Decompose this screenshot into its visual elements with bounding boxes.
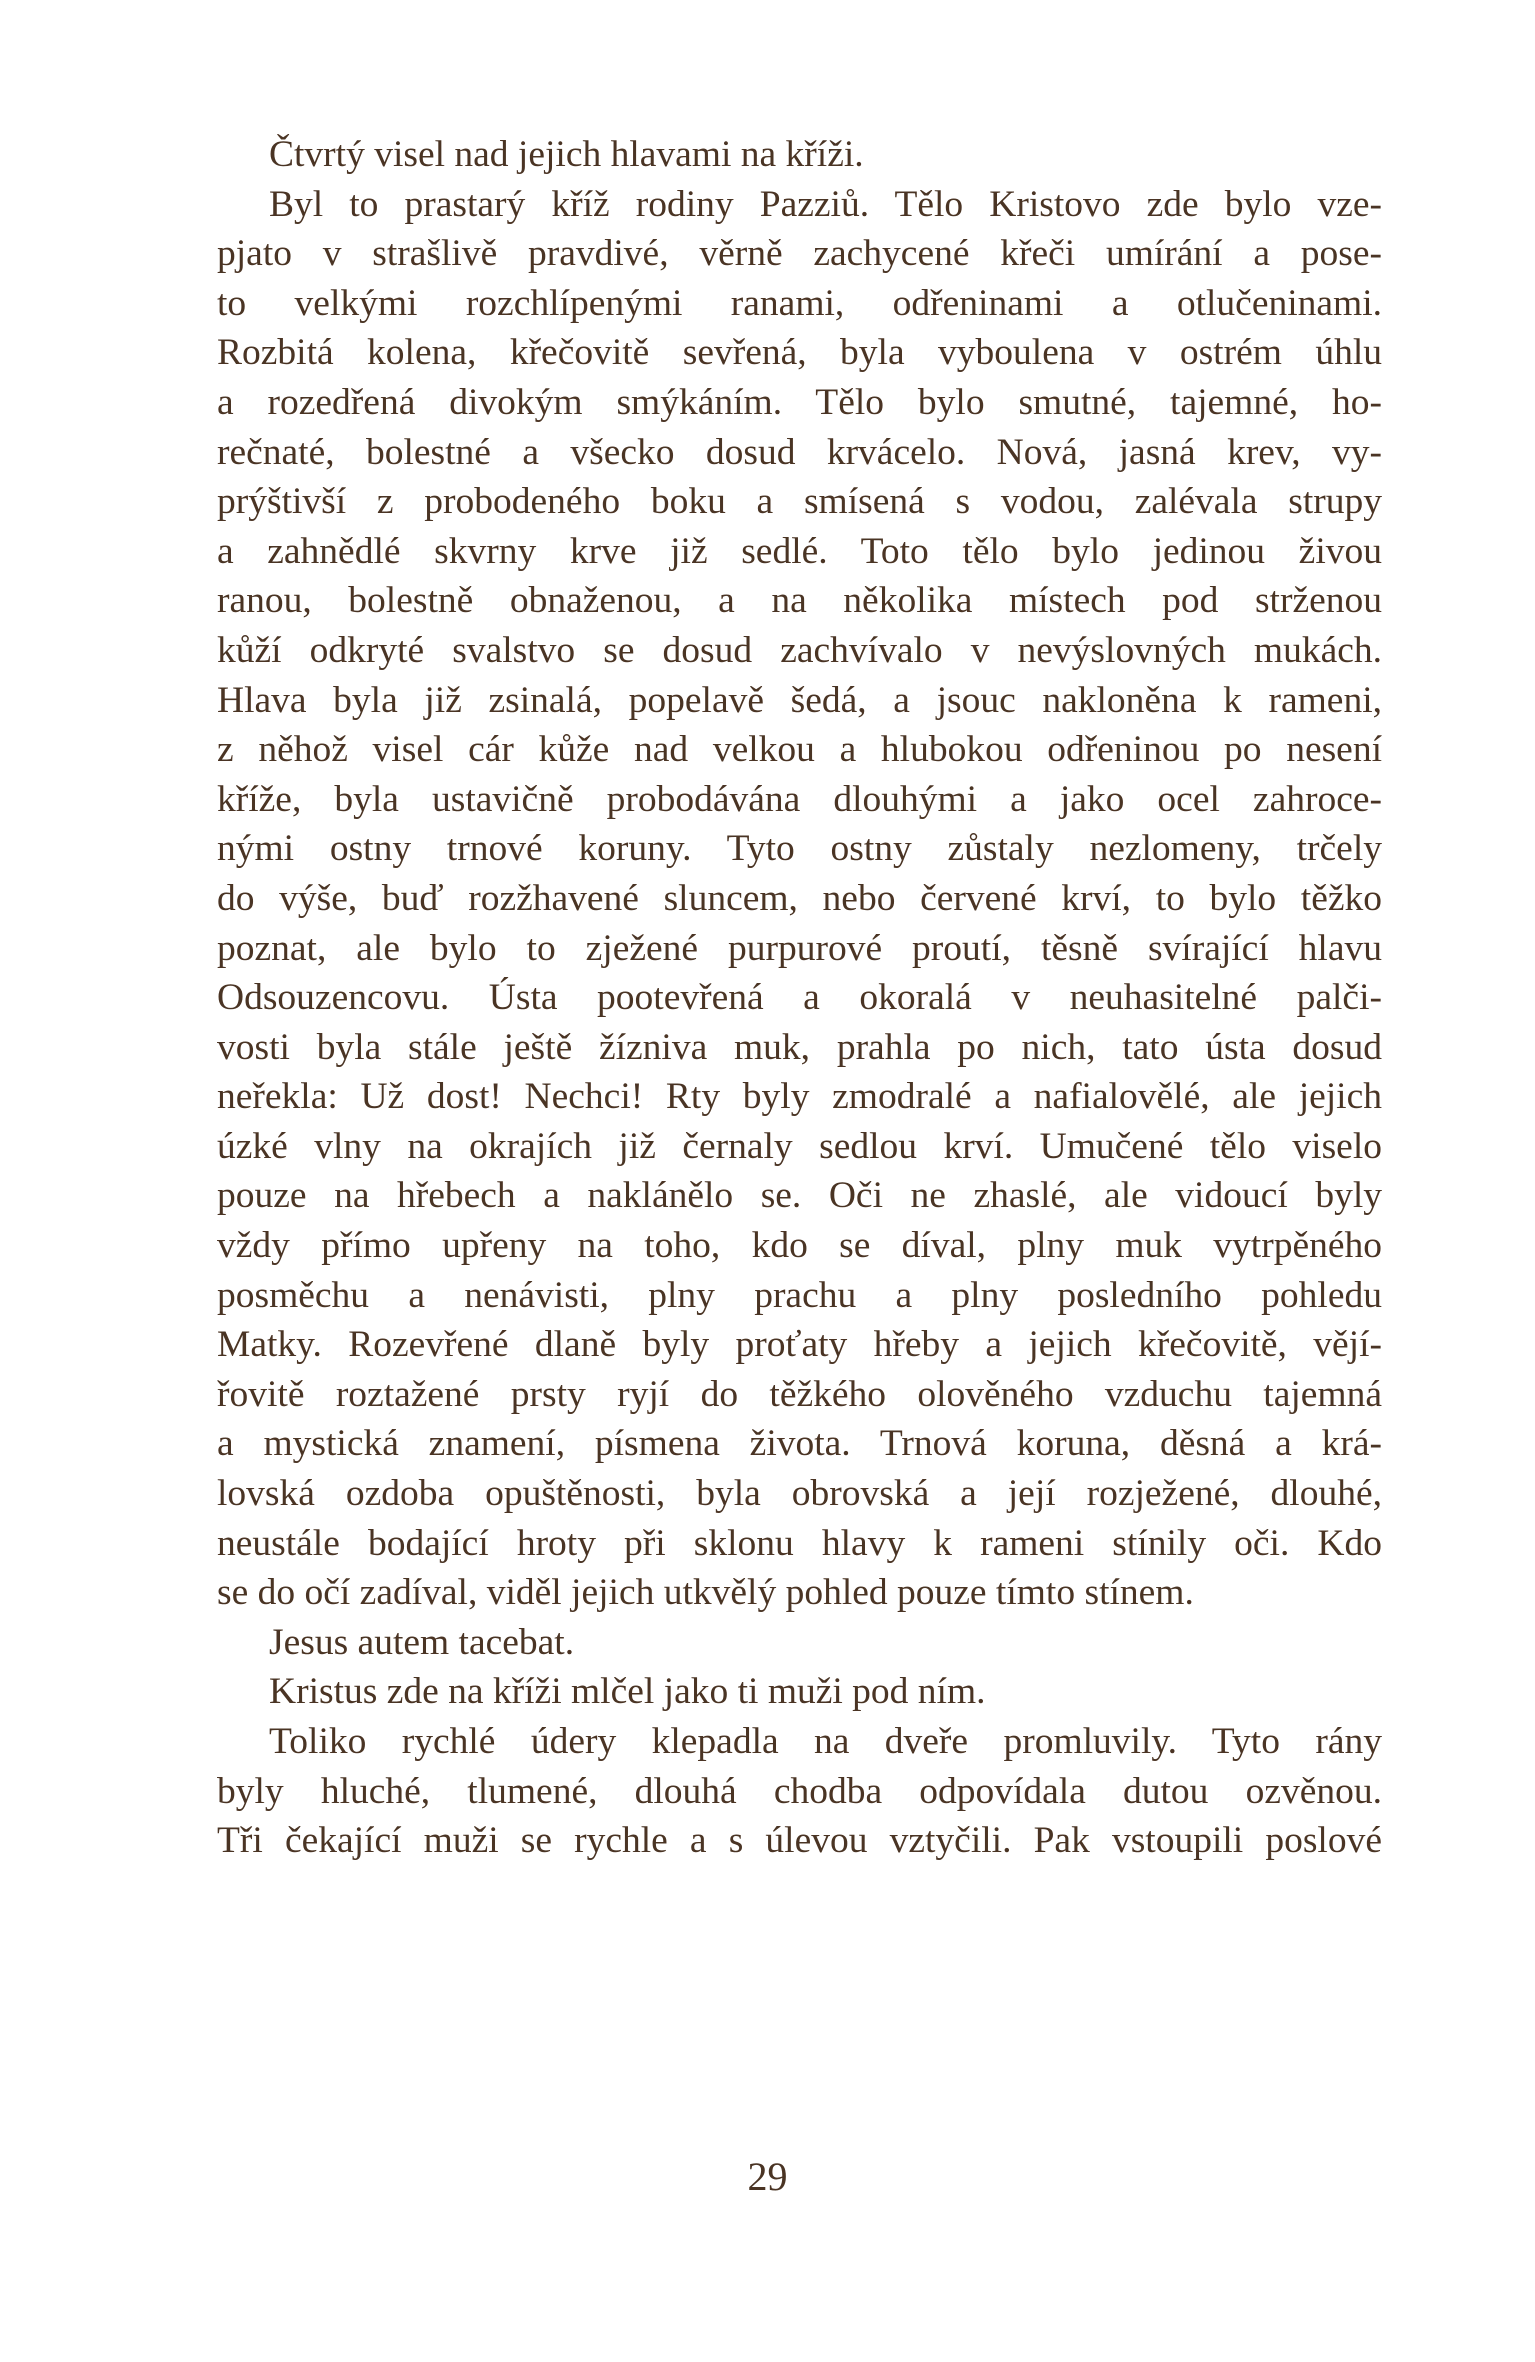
text-line: pouze na hřebech a naklánělo se. Oči ne zhaslé, ale vidoucí byly [217, 1175, 1382, 1217]
text-line: posměchu a nenávisti, plny prachu a plny posledního pohledu [217, 1274, 1382, 1316]
text-line: z něhož visel cár kůže nad velkou a hlubokou odřeninou po nesení [217, 729, 1382, 771]
text-line: Tři čekající muži se rychle a s úlevou vztyčili. Pak vstoupili poslové [217, 1820, 1382, 1862]
text-line: neustále bodající hroty při sklonu hlavy k rameni stínily oči. Kdo [217, 1522, 1382, 1564]
text-line: a mystická znamení, písmena života. Trnová koruna, děsná a krá- [217, 1423, 1382, 1465]
text-line: Odsouzencovu. Ústa pootevřená a okoralá v neuhasitelné palči- [217, 977, 1382, 1019]
text-line: úzké vlny na okrajích již černaly sedlou krví. Umučené tělo viselo [217, 1125, 1382, 1167]
text-line: byly hluché, tlumené, dlouhá chodba odpovídala dutou ozvěnou. [217, 1770, 1382, 1812]
text-line: Čtvrtý visel nad jejich hlavami na kříži. [269, 134, 864, 175]
text-line: do výše, buď rozžhavené sluncem, nebo červené krví, to bylo těžko [217, 877, 1382, 919]
text-line: prýštivší z probodeného boku a smísená s vodou, zalévala strupy [217, 481, 1382, 523]
text-line: Jesus autem tacebat. [269, 1621, 575, 1663]
text-line: lovská ozdoba opuštěnosti, byla obrovská a její rozježené, dlouhé, [217, 1473, 1382, 1515]
text-line: poznat, ale bylo to zježené purpurové proutí, těsně svírající hlavu [217, 927, 1382, 969]
text-line: Rozbitá kolena, křečovitě sevřená, byla vyboulena v ostrém úhlu [217, 332, 1382, 374]
text-line: nými ostny trnové koruny. Tyto ostny zůstaly nezlomeny, trčely [217, 828, 1382, 870]
text-line: neřekla: Už dost! Nechci! Rty byly zmodralé a nafialovělé, ale jejich [217, 1076, 1382, 1118]
text-line: kříže, byla ustavičně probodávána dlouhými a jako ocel zahroce- [217, 778, 1382, 820]
text-line: vždy přímo upřeny na toho, kdo se díval, plny muk vytrpěného [217, 1225, 1382, 1267]
text-line: ranou, bolestně obnaženou, a na několika místech pod strženou [217, 580, 1382, 622]
text-line: rečnaté, bolestné a všecko dosud krvácelo. Nová, jasná krev, vy- [217, 431, 1382, 473]
text-line: pjato v strašlivě pravdivé, věrně zachycené křeči umírání a pose- [217, 233, 1382, 275]
text-line: a zahnědlé skvrny krve již sedlé. Toto tělo bylo jedinou živou [217, 530, 1382, 572]
body-text [217, 130, 1382, 1866]
text-line: Kristus zde na kříži mlčel jako ti muži pod ním. [269, 1671, 986, 1713]
text-line: Hlava byla již zsinalá, popelavě šedá, a jsouc nakloněna k rameni, [217, 679, 1382, 721]
text-line: se do očí zadíval, viděl jejich utkvělý pohled pouze tímto stínem. [217, 1572, 1194, 1614]
text-line: kůží odkryté svalstvo se dosud zachvívalo v nevýslovných mukách. [217, 629, 1382, 671]
text-line: to velkými rozchlípenými ranami, odřeninami a otlučeninami. [217, 282, 1382, 324]
text-line: vosti byla stále ještě žízniva muk, prahla po nich, tato ústa dosud [217, 1026, 1382, 1068]
text-line: Byl to prastarý kříž rodiny Pazziů. Tělo Kristovo zde bylo vze- [269, 183, 1382, 225]
text-line: Toliko rychlé údery klepadla na dveře promluvily. Tyto rány [269, 1721, 1382, 1762]
page-number: 29 [747, 2154, 788, 2199]
text-line: Matky. Rozevřené dlaně byly proťaty hřeby a jejich křečovitě, vějí- [217, 1324, 1382, 1366]
text-line: a rozedřená divokým smýkáním. Tělo bylo smutné, tajemné, ho- [217, 381, 1382, 423]
text-line: řovitě roztažené prsty ryjí do těžkého olověného vzduchu tajemná [217, 1373, 1382, 1415]
